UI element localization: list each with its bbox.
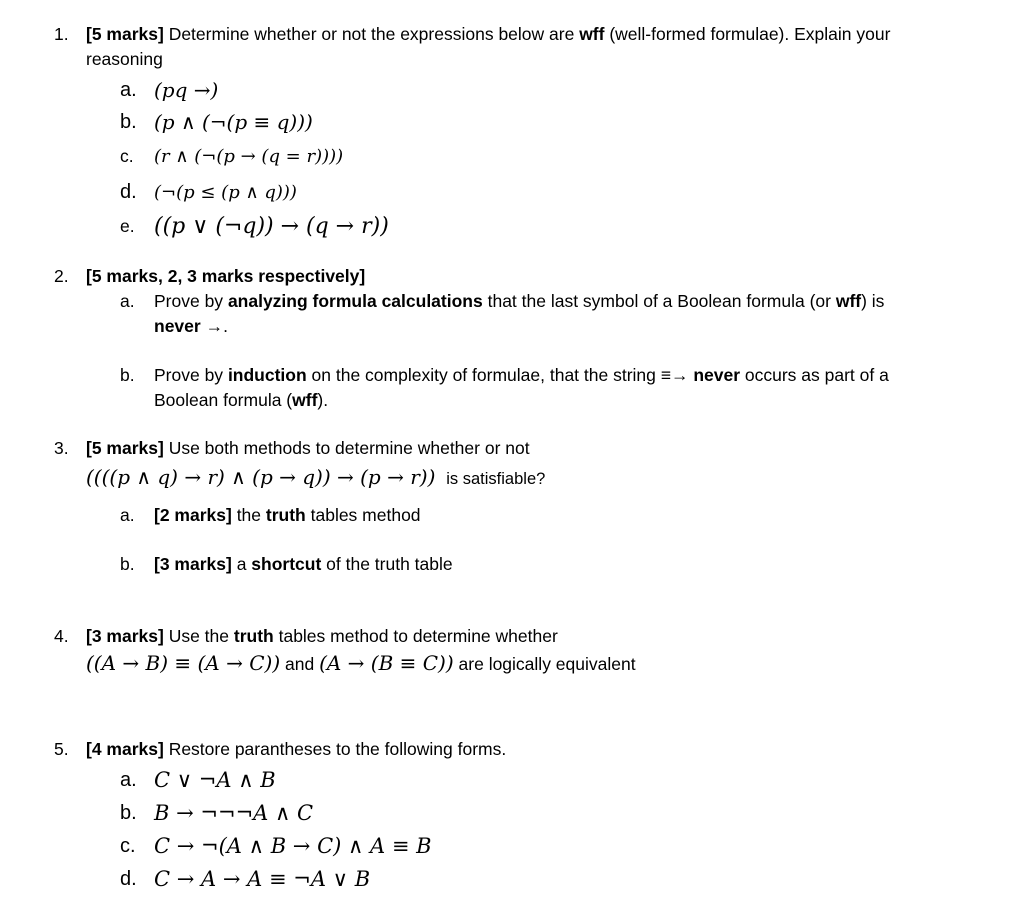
list-item	[120, 144, 966, 180]
question-number: 5.	[54, 739, 69, 759]
marks-label: [3 marks]	[154, 554, 232, 574]
question-4-prompt	[86, 624, 966, 649]
emphasis: wff	[292, 390, 318, 410]
prompt-text: Use the	[163, 626, 234, 646]
list-item	[120, 552, 966, 577]
marks-label: [5 marks]	[86, 24, 164, 44]
marks-label: [5 marks]	[86, 438, 164, 458]
list-item	[120, 289, 920, 339]
question-5	[54, 737, 966, 900]
item-text: on the complexity of formulae, that the string ≡→	[306, 365, 694, 385]
list-item	[120, 801, 966, 834]
list-item	[120, 180, 966, 214]
item-text: a	[231, 554, 252, 574]
item-label: a.	[120, 291, 135, 311]
expression: C → ¬(A ∧ B → C) ∧ A ≡ B	[154, 834, 432, 858]
formula-suffix: is satisfiable?	[446, 470, 546, 488]
question-4	[54, 624, 966, 677]
item-text: ) is	[861, 291, 885, 311]
item-label: c.	[120, 835, 136, 857]
conjunction-text: and	[280, 654, 320, 674]
q2-items	[120, 289, 920, 413]
marks-label: [3 marks]	[86, 626, 164, 646]
expression: (r ∧ (¬(p → (q = r))))	[154, 146, 344, 167]
prompt-text: Restore parantheses to the following forms.	[163, 739, 507, 759]
q1-items	[120, 78, 966, 250]
emphasis: shortcut	[251, 554, 322, 574]
expression: (p ∧ (¬(p ≡ q)))	[154, 110, 313, 134]
list-item	[120, 768, 966, 801]
item-label: d.	[120, 868, 137, 890]
question-2-prompt	[86, 264, 966, 289]
item-text: Prove by	[154, 365, 228, 385]
item-label: a.	[120, 505, 135, 525]
marks-label: [4 marks]	[86, 739, 164, 759]
question-number: 4.	[54, 626, 69, 646]
q3-formula-line	[86, 465, 966, 499]
question-5-prompt	[86, 737, 966, 762]
item-text: →.	[200, 316, 228, 336]
item-text: tables method	[305, 505, 421, 525]
question-3-prompt	[86, 436, 966, 461]
formula: ((A → B) ≡ (A → C))	[86, 651, 281, 675]
formula: ((((p ∧ q) → r) ∧ (p → q)) → (p → r))	[86, 465, 436, 489]
list-item	[120, 110, 966, 144]
prompt-text: tables method to determine whether	[273, 626, 558, 646]
list-item	[120, 834, 966, 867]
emphasis: wff	[835, 291, 862, 311]
item-text: the	[231, 505, 266, 525]
expression: (pq →)	[154, 78, 219, 102]
question-1-prompt	[86, 22, 966, 72]
emphasis: never	[693, 365, 741, 385]
q4-formula-line	[86, 651, 966, 677]
list-item	[120, 867, 966, 900]
question-number: 3.	[54, 438, 69, 458]
item-label: e.	[120, 216, 135, 236]
item-label: c.	[120, 146, 134, 166]
prompt-text: are logically equivalent	[453, 654, 636, 674]
q5-items	[120, 768, 966, 900]
list-item	[120, 78, 966, 110]
prompt-text: Use both methods to determine whether or not	[163, 438, 530, 458]
emphasis: truth	[265, 505, 306, 525]
item-label: d.	[120, 181, 137, 203]
q3-items	[120, 503, 966, 577]
emphasis: truth	[233, 626, 274, 646]
formula: (A → (B ≡ C))	[319, 651, 454, 675]
item-label: b.	[120, 111, 137, 133]
marks-label: [2 marks]	[154, 505, 232, 525]
wff-term: wff	[579, 24, 605, 44]
prompt-text: Determine whether or not the expressions below are	[163, 24, 580, 44]
item-label: a.	[120, 769, 137, 791]
list-item	[120, 214, 966, 250]
emphasis: analyzing formula calculations	[227, 291, 483, 311]
item-text: ).	[317, 390, 329, 410]
item-label: b.	[120, 554, 135, 574]
item-label: a.	[120, 79, 137, 101]
question-3	[54, 436, 966, 577]
question-2	[54, 264, 966, 413]
emphasis: never	[154, 316, 201, 336]
item-text: occurs as part of a Boolean formula (	[154, 365, 889, 410]
item-text: of the truth table	[321, 554, 453, 574]
expression: ((p ∨ (¬q)) → (q → r))	[154, 214, 389, 239]
question-1	[54, 22, 966, 250]
emphasis: induction	[227, 365, 307, 385]
expression: B → ¬¬¬A ∧ C	[154, 801, 314, 825]
question-number: 2.	[54, 266, 69, 286]
expression: C ∨ ¬A ∧ B	[154, 768, 276, 792]
marks-label: [5 marks, 2, 3 marks respectively]	[86, 266, 366, 286]
prompt-text: (well-formed formulae). Explain your reasoning	[86, 24, 891, 69]
list-item	[120, 363, 920, 413]
item-text: that the last symbol of a Boolean formula (or	[482, 291, 836, 311]
question-number: 1.	[54, 24, 69, 44]
list-item	[120, 503, 966, 528]
item-text: Prove by	[154, 291, 228, 311]
item-label: b.	[120, 802, 137, 824]
expression: (¬(p ≤ (p ∧ q)))	[154, 182, 297, 203]
item-label: b.	[120, 365, 135, 385]
expression: C → A → A ≡ ¬A ∨ B	[154, 867, 371, 891]
